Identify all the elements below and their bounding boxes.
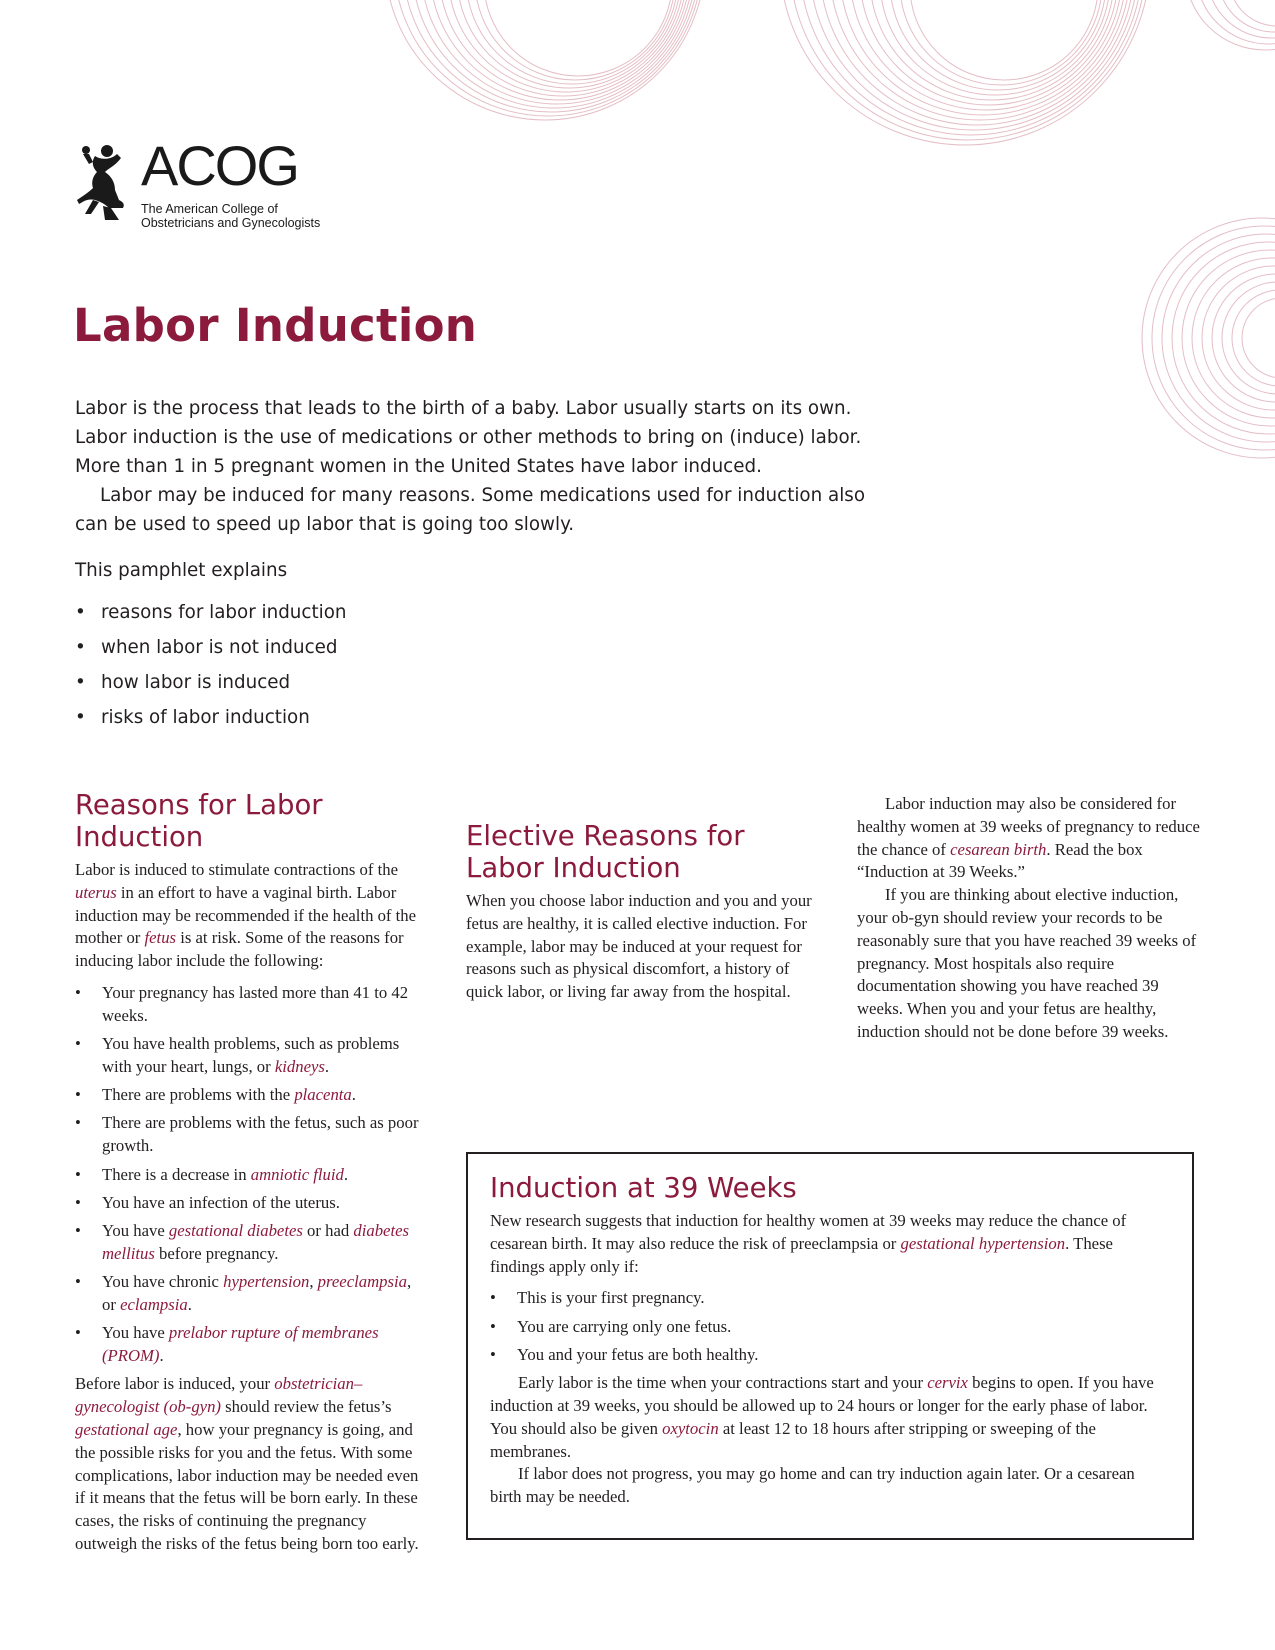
reasons-paragraph-1: Labor is induced to stimulate contractions of the uterus in an effort to have a vaginal birth. Labor induction may be recommended if the health of the mother or fetus is at risk. Some of the reasons for inducing labor include the following:	[75, 860, 417, 971]
glossary-term-preeclampsia: preeclampsia	[317, 1272, 407, 1292]
pamphlet-explains-lead: This pamphlet explains	[75, 560, 288, 581]
box-heading: Induction at 39 Weeks	[490, 1172, 797, 1204]
list-item: • risks of labor induction	[75, 700, 875, 735]
glossary-term-gestational-age: gestational age	[75, 1420, 178, 1440]
list-item: • There are problems with the placenta.	[75, 1084, 425, 1107]
elective-continued-column	[857, 793, 1202, 1044]
list-item: • You and your fetus are both healthy.	[490, 1344, 1170, 1367]
list-item: • There are problems with the fetus, such as poor growth.	[75, 1112, 425, 1158]
arc-group-right	[1142, 218, 1275, 458]
box-paragraph-2: Early labor is the time when your contractions start and your cervix begins to open. If you have induction at 39 weeks, you should be allowed up to 24 hours or longer for the early phase of labor. You should also be given oxytocin at least 12 to 18 hours after stripping or sweeping of the membranes.	[490, 1373, 1154, 1461]
list-item: • This is your first pregnancy.	[490, 1287, 1170, 1310]
glossary-term-prom: prelabor rupture of membranes (PROM)	[102, 1323, 379, 1366]
reasons-heading: Reasons for Labor Induction	[75, 789, 323, 853]
glossary-term-gestational-diabetes: gestational diabetes	[168, 1221, 303, 1241]
glossary-term-diabetes-mellitus: diabetes mellitus	[102, 1221, 410, 1263]
logo-organization-name	[141, 202, 351, 230]
elective-paragraph-2: Labor induction may also be considered for healthy women at 39 weeks of pregnancy to reduce the chance of cesarean birth. Read the box “Induction at 39 Weeks.”	[857, 794, 1200, 882]
reasons-paragraph-2: Before labor is induced, your obstetrician–gynecologist (ob-gyn) should review the fetus’s gestational age, how your pregnancy is going, and the possible risks for you and the fetus. With some complications, labor induction may be needed even if it means that the fetus will be born early. In these cases, the risks of continuing the pregnancy outweigh the risks of the fetus being born too early.	[75, 1374, 419, 1554]
acog-logo	[75, 134, 335, 232]
list-item: • when labor is not induced	[75, 630, 875, 665]
reasons-column	[75, 789, 425, 1556]
glossary-term-uterus: uterus	[75, 882, 117, 902]
glossary-term-gestational-hypertension: gestational hypertension	[900, 1233, 1066, 1253]
list-item: • You have gestational diabetes or had diabetes mellitus before pregnancy.	[75, 1220, 425, 1266]
logo-wordmark: ACOG	[141, 134, 298, 197]
list-item: • You are carrying only one fetus.	[490, 1316, 1170, 1339]
list-item: • You have chronic hypertension, preeclampsia, or eclampsia.	[75, 1271, 425, 1317]
logo-line-1: The American College of	[141, 202, 278, 216]
list-item: • You have health problems, such as problems with your heart, lungs, or kidneys.	[75, 1033, 425, 1079]
glossary-term-ob-gyn: obstetrician–gynecologist (ob-gyn)	[75, 1374, 363, 1417]
glossary-term-hypertension: hypertension	[223, 1272, 310, 1292]
glossary-term-oxytocin: oxytocin	[662, 1418, 719, 1438]
box-paragraph-3: If labor does not progress, you may go home and can try induction again later. Or a cesarean birth may be needed.	[490, 1464, 1135, 1507]
list-item: • There is a decrease in amniotic fluid.	[75, 1164, 425, 1187]
intro-paragraph-1: Labor is the process that leads to the birth of a baby. Labor usually starts on its own. Labor induction is the use of medications or other methods to bring on (induce) labor. More than 1 in 5 pregnant women in the United States have labor induced.	[75, 398, 862, 477]
induction-39-weeks-box	[466, 1152, 1194, 1540]
mother-child-figure-icon	[75, 142, 137, 222]
intro-section	[75, 394, 875, 735]
intro-paragraph-2: Labor may be induced for many reasons. Some medications used for induction also can be used to speed up labor that is going too slowly.	[75, 485, 866, 535]
box-conditions-list	[490, 1287, 1170, 1366]
page-title: Labor Induction	[73, 299, 478, 352]
glossary-term-placenta: placenta	[294, 1085, 352, 1105]
reasons-list	[75, 982, 425, 1368]
glossary-term-amniotic-fluid: amniotic fluid	[250, 1164, 344, 1184]
list-item: • You have prelabor rupture of membranes (PROM).	[75, 1322, 425, 1368]
glossary-term-kidneys: kidneys	[274, 1056, 325, 1076]
arc-group-left	[385, 0, 705, 120]
list-item: • You have an infection of the uterus.	[75, 1192, 425, 1215]
list-item: • how labor is induced	[75, 665, 875, 700]
box-paragraph-1: New research suggests that induction for healthy women at 39 weeks may reduce the chance of cesarean birth. It may also reduce the risk of preeclampsia or gestational hypertension. These findings apply only if:	[490, 1211, 1127, 1276]
list-item: • reasons for labor induction	[75, 595, 875, 630]
pamphlet-topics-list	[75, 595, 875, 735]
elective-paragraph-1: When you choose labor induction and you and your fetus are healthy, it is called elective induction. For example, labor may be induced at your request for reasons such as physical discomfort, a history of quick labor, or living far away from the hospital.	[466, 891, 812, 1002]
glossary-term-cesarean-birth: cesarean birth	[950, 839, 1047, 859]
glossary-term-eclampsia: eclampsia	[120, 1295, 188, 1315]
glossary-term-fetus: fetus	[144, 928, 177, 948]
elective-paragraph-3: If you are thinking about elective induction, your ob-gyn should review your records to be reasonably sure that you have reached 39 weeks of pregnancy. Most hospitals also require documentation showing you have reached 39 weeks. When you and your fetus are healthy, induction should not be done before 39 weeks.	[857, 885, 1197, 1041]
arc-group-center	[780, 0, 1150, 145]
elective-column	[466, 793, 816, 1004]
logo-line-2: Obstetricians and Gynecologists	[141, 216, 321, 230]
glossary-term-cervix: cervix	[927, 1373, 968, 1393]
arc-group-far-right	[1185, 0, 1275, 50]
list-item: • Your pregnancy has lasted more than 41 to 42 weeks.	[75, 982, 425, 1028]
elective-heading: Elective Reasons for Labor Induction	[466, 820, 745, 884]
